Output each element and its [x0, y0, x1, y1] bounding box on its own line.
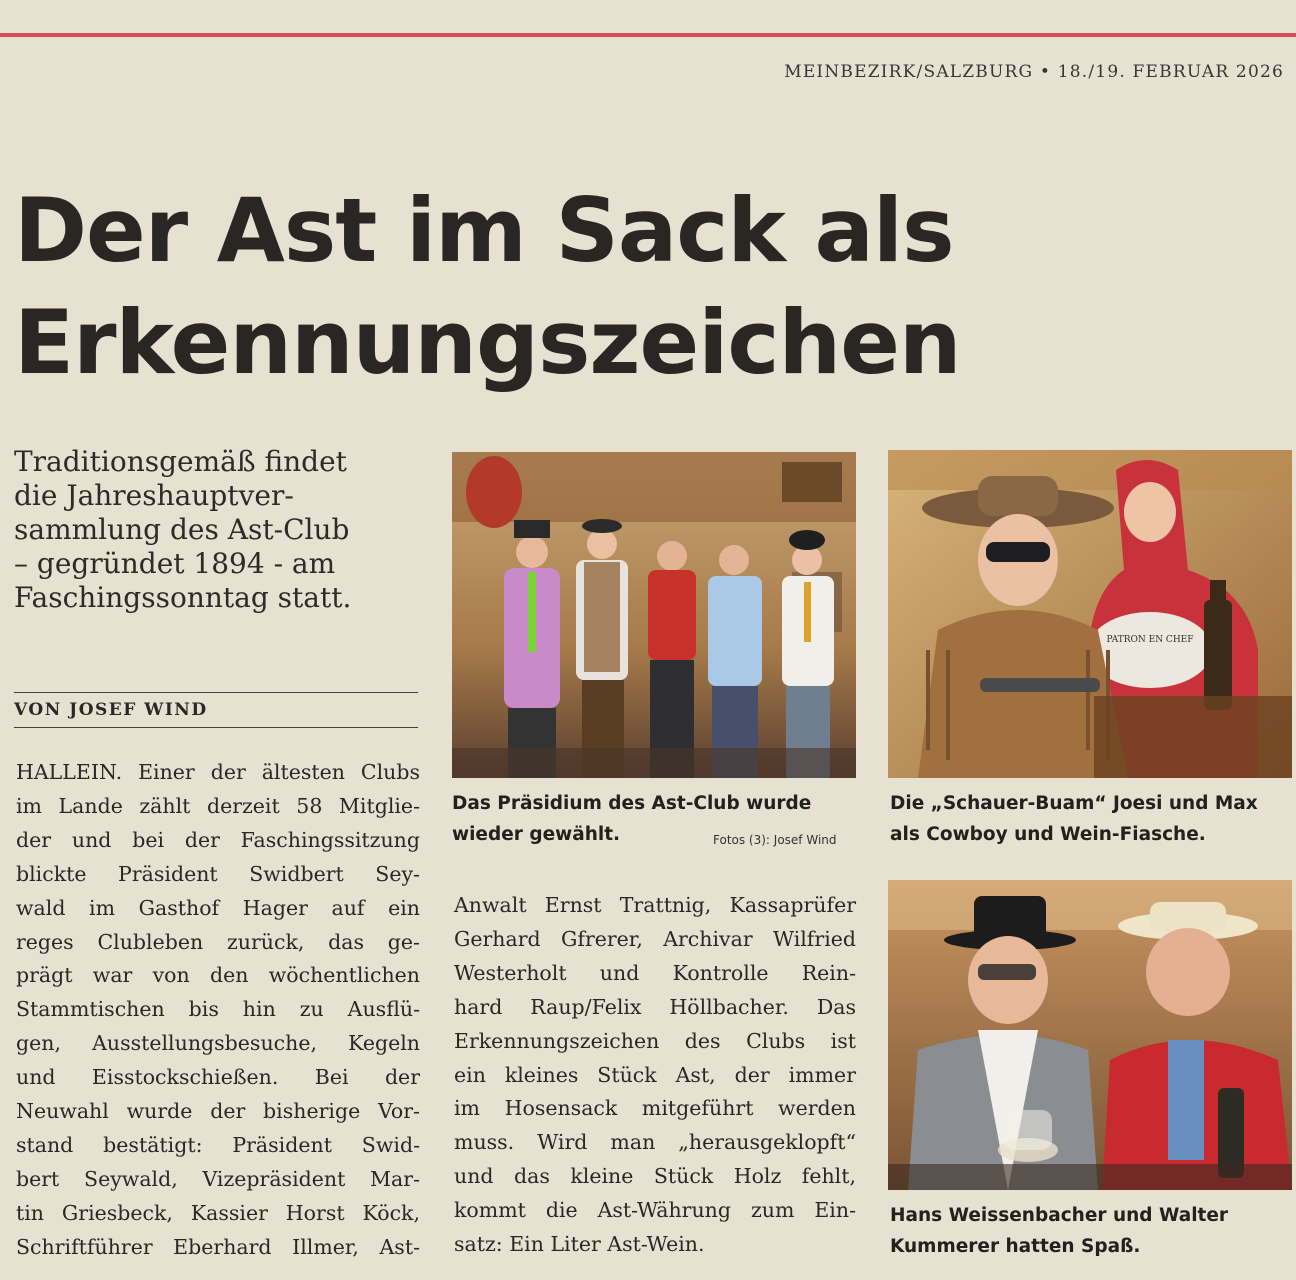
byline: VON JOSEF WIND	[14, 700, 208, 720]
photo-praesidium	[452, 452, 856, 778]
bottle-label-text: PATRON EN CHEF	[1106, 635, 1194, 645]
body-line: blickte Präsident Swidbert Sey-	[16, 861, 420, 886]
body-line: Erkennungszeichen des Clubs ist	[454, 1028, 856, 1053]
caption-line: als Cowboy und Wein-Fiasche.	[890, 824, 1206, 845]
photo-credit: Fotos (3): Josef Wind	[713, 833, 837, 847]
photo-cowboy-wine-bottle	[888, 450, 1292, 778]
headline-line-2: Erkennungszeichen	[14, 291, 961, 394]
caption-line: Hans Weissenbacher und Walter	[890, 1205, 1229, 1226]
body-line: Stammtischen bis hin zu Ausflü-	[16, 997, 420, 1022]
headline-line-1: Der Ast im Sack als	[14, 179, 954, 282]
body-line: und das kleine Stück Holz fehlt,	[454, 1164, 856, 1189]
caption-line: Das Präsidium des Ast-Club wurde	[452, 793, 812, 814]
photo-cowboy-image	[888, 450, 1292, 778]
body-line: hard Raup/Felix Höllbacher. Das	[454, 994, 856, 1019]
body-line: Anwalt Ernst Trattnig, Kassaprüfer	[454, 893, 856, 917]
body-line: stand bestätigt: Präsident Swid-	[16, 1132, 420, 1157]
body-line: satz: Ein Liter Ast-Wein.	[454, 1232, 705, 1257]
body-line: ein kleines Stück Ast, der immer	[454, 1062, 856, 1087]
body-line: im Hosensack mitgeführt werden	[454, 1096, 856, 1121]
lead-line: die Jahreshauptver-	[14, 479, 294, 512]
photo-hans-walter-image	[888, 880, 1292, 1190]
byline-rule-top	[14, 692, 418, 693]
lead-line: sammlung des Ast-Club	[14, 513, 350, 546]
lead-line: – gegründet 1894 - am	[14, 547, 336, 580]
photo-hans-walter	[888, 880, 1292, 1190]
top-accent-rule	[0, 33, 1296, 37]
body-line: gen, Ausstellungsbesuche, Kegeln	[16, 1031, 420, 1056]
caption-photo-3	[890, 1200, 1292, 1262]
body-line: wald im Gasthof Hager auf ein	[16, 895, 420, 920]
article-column-2	[454, 889, 856, 1262]
body-line: reges Clubleben zurück, das ge-	[16, 929, 420, 954]
caption-line: wieder gewählt.	[452, 824, 621, 845]
body-line: Gerhard Gfrerer, Archivar Wilfried	[454, 926, 856, 951]
body-line: Schriftführer Eberhard Illmer, Ast-	[16, 1234, 420, 1259]
caption-photo-2	[890, 788, 1292, 850]
article-headline	[14, 175, 1274, 399]
body-line: muss. Wird man „herausgeklopft“	[454, 1130, 856, 1155]
body-line: HALLEIN. Einer der ältesten Clubs	[16, 760, 420, 784]
photo-praesidium-image	[452, 452, 856, 778]
lead-line: Traditionsgemäß findet	[14, 445, 347, 478]
body-line: Neuwahl wurde der bisherige Vor-	[16, 1099, 420, 1124]
body-line: im Lande zählt derzeit 58 Mitglie-	[16, 793, 420, 818]
body-line: bert Seywald, Vizepräsident Mar-	[16, 1166, 420, 1191]
article-lead	[14, 445, 414, 615]
byline-rule-bottom	[14, 727, 418, 728]
caption-line: Die „Schauer-Buam“ Joesi und Max	[890, 793, 1258, 814]
dateline: MEINBEZIRK/SALZBURG • 18./19. FEBRUAR 2026	[784, 62, 1284, 82]
article-column-1	[16, 756, 420, 1265]
body-line: tin Griesbeck, Kassier Horst Köck,	[16, 1200, 420, 1225]
body-line: und Eisstockschießen. Bei der	[16, 1065, 420, 1090]
body-line: Westerholt und Kontrolle Rein-	[454, 960, 856, 985]
body-line: kommt die Ast-Währung zum Ein-	[454, 1198, 856, 1223]
lead-line: Faschingssonntag statt.	[14, 581, 352, 614]
body-line: prägt war von den wöchentlichen	[16, 963, 420, 988]
body-line: der und bei der Faschingssitzung	[16, 827, 420, 852]
caption-line: Kummerer hatten Spaß.	[890, 1236, 1141, 1257]
